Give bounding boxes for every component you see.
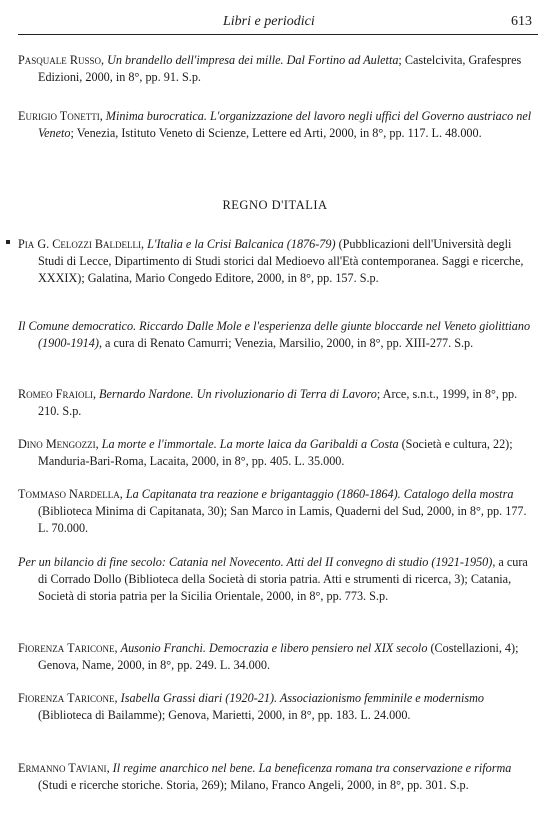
bibliography-entry: Pia G. Celozzi Baldelli, L'Italia e la Crisi Balcanica (1876-79) (Pubblicazioni dell'Università degli Studi di Lecce, Dipartimento di Studi storici dal Medioevo all'Età contemporanea. Saggi e ricerche, XXXIX); Galatina, Mario Congedo Editore, 2000, in 8°, pp. 157. S.p. — [18, 237, 524, 285]
bibliography-entry: Dino Mengozzi, La morte e l'immortale. La morte laica da Garibaldi a Costa (Società e cultura, 22); Manduria-Bari-Roma, Lacaita, 2000, in 8°, pp. 405. L. 35.000. — [18, 437, 513, 468]
entry-title: L'Italia e la Crisi Balcanica (1876-79) — [147, 237, 336, 251]
entry-details: (Costellazioni, 4); Genova, Name, 2000, in 8°, pp. 249. L. 34.000. — [38, 641, 519, 672]
entry-author: Tommaso Nardella — [18, 487, 120, 501]
entry-details: (Pubblicazioni dell'Università degli Studi di Lecce, Dipartimento di Studi storici dal Medioevo all'Età contemporanea. Saggi e ricerche, XXXIX); Galatina, Mario Congedo Editore, 2000, in 8°, pp. 157. S.p. — [38, 237, 524, 285]
section-title: REGNO D'ITALIA — [222, 198, 328, 212]
entry-title: Minima burocratica. L'organizzazione del lavoro negli uffici del Governo austriaco nel Veneto — [38, 109, 532, 140]
entry-details: ; Venezia, Istituto Veneto di Scienze, Lettere ed Arti, 2000, in 8°, pp. 117. L. 48.000. — [70, 126, 482, 140]
page-number: 613 — [511, 14, 532, 29]
bibliography-entry: Tommaso Nardella, La Capitanata tra reazione e brigantaggio (1860-1864). Catalogo della mostra (Biblioteca Minima di Capitanata, 30); San Marco in Lamis, Quaderni del Sud, 2000, in 8°, pp. 177. L. 70.000. — [18, 487, 527, 535]
bibliography-entry: Fiorenza Taricone, Ausonio Franchi. Democrazia e libero pensiero nel XIX secolo (Costellazioni, 4); Genova, Name, 2000, in 8°, pp. 249. L. 34.000. — [18, 641, 519, 672]
entry-details: (Biblioteca Minima di Capitanata, 30); San Marco in Lamis, Quaderni del Sud, 2000, in 8°, pp. 177. L. 70.000. — [38, 504, 527, 535]
entry-details: (Società e cultura, 22); Manduria-Bari-Roma, Lacaita, 2000, in 8°, pp. 405. L. 35.000. — [38, 437, 513, 468]
entry-title: Ausonio Franchi. Democrazia e libero pensiero nel XIX secolo — [120, 641, 428, 655]
margin-mark — [6, 240, 10, 244]
entry-title: La morte e l'immortale. La morte laica da Garibaldi a Costa — [101, 437, 399, 451]
bibliography-entry — [18, 554, 534, 605]
entry-title: Bernardo Nardone. Un rivoluzionario di Terra di Lavoro — [99, 387, 377, 401]
bibliography-entry: Romeo Fraioli, Bernardo Nardone. Un rivoluzionario di Terra di Lavoro; Arce, s.n.t., 1999, in 8°, pp. 210. S.p. — [18, 387, 518, 418]
entry-author: Fiorenza Taricone — [18, 691, 115, 705]
entry-details: (Biblioteca di Bailamme); Genova, Marietti, 2000, in 8°, pp. 183. L. 24.000. — [38, 708, 411, 722]
bibliography-entry: Ermanno Taviani, Il regime anarchico nel bene. La beneficenza romana tra conservazione e riforma (Studi e ricerche storiche. Storia, 269); Milano, Franco Angeli, 2000, in 8°, pp. 301. S.p. — [18, 761, 512, 792]
entry-author: Eurigio Tonetti — [18, 109, 100, 123]
entry-author: Pia G. Celozzi Baldelli — [18, 237, 141, 251]
bibliography-entry: Eurigio Tonetti, Minima burocratica. L'organizzazione del lavoro negli uffici del Governo austriaco nel Veneto; Venezia, Istituto Veneto di Scienze, Lettere ed Arti, 2000, in 8°, pp. 117. L. 48.000. — [18, 109, 532, 140]
entry-details: , a cura di Renato Camurri; Venezia, Marsilio, 2000, in 8°, pp. XIII-277. S.p. — [98, 336, 474, 350]
entry-details: ; Castelcivita, Grafespres Edizioni, 2000, in 8°, pp. 91. S.p. — [38, 53, 522, 84]
entry-title: Un brandello dell'impresa dei mille. Dal Fortino ad Auletta — [107, 53, 399, 67]
entry-author: Pasquale Russo — [18, 53, 101, 67]
entry-details: , a cura di Corrado Dollo (Biblioteca della Società di storia patria. Atti e strumenti di ricerca, 3); Catania, Società di storia patria per la Sicilia Orientale, 2000, in 8°, pp. 773. S.p. — [38, 555, 528, 603]
bibliography-entry: Pasquale Russo, Un brandello dell'impresa dei mille. Dal Fortino ad Auletta; Castelcivita, Grafespres Edizioni, 2000, in 8°, pp. 91. S.p. — [18, 53, 522, 84]
entry-details: (Studi e ricerche storiche. Storia, 269); Milano, Franco Angeli, 2000, in 8°, pp. 301. S.p. — [38, 778, 469, 792]
entry-author: Ermanno Taviani — [18, 761, 107, 775]
entry-title: Isabella Grassi diari (1920-21). Associazionismo femminile e modernismo — [120, 691, 484, 705]
entry-title: Il Comune democratico. Riccardo Dalle Mole e l'esperienza delle giunte bloccarde nel Veneto giolittiano (1900-1914) — [18, 319, 531, 350]
entry-author: Fiorenza Taricone — [18, 641, 115, 655]
entry-title: Per un bilancio di fine secolo: Catania nel Novecento. Atti del II convegno di studio (1921-1950) — [18, 555, 493, 569]
bibliography-entry: Fiorenza Taricone, Isabella Grassi diari (1920-21). Associazionismo femminile e modernismo (Biblioteca di Bailamme); Genova, Marietti, 2000, in 8°, pp. 183. L. 24.000. — [18, 691, 484, 722]
entry-author: Dino Mengozzi — [18, 437, 96, 451]
entry-title: Il regime anarchico nel bene. La beneficenza romana tra conservazione e riforma — [112, 761, 512, 775]
running-header — [18, 14, 538, 35]
bibliography-entry — [18, 318, 534, 352]
running-title: Libri e periodici — [223, 14, 315, 29]
entry-author: Romeo Fraioli — [18, 387, 93, 401]
entry-title: La Capitanata tra reazione e brigantaggio (1860-1864). Catalogo della mostra — [125, 487, 514, 501]
entry-details: ; Arce, s.n.t., 1999, in 8°, pp. 210. S.p. — [38, 387, 518, 418]
